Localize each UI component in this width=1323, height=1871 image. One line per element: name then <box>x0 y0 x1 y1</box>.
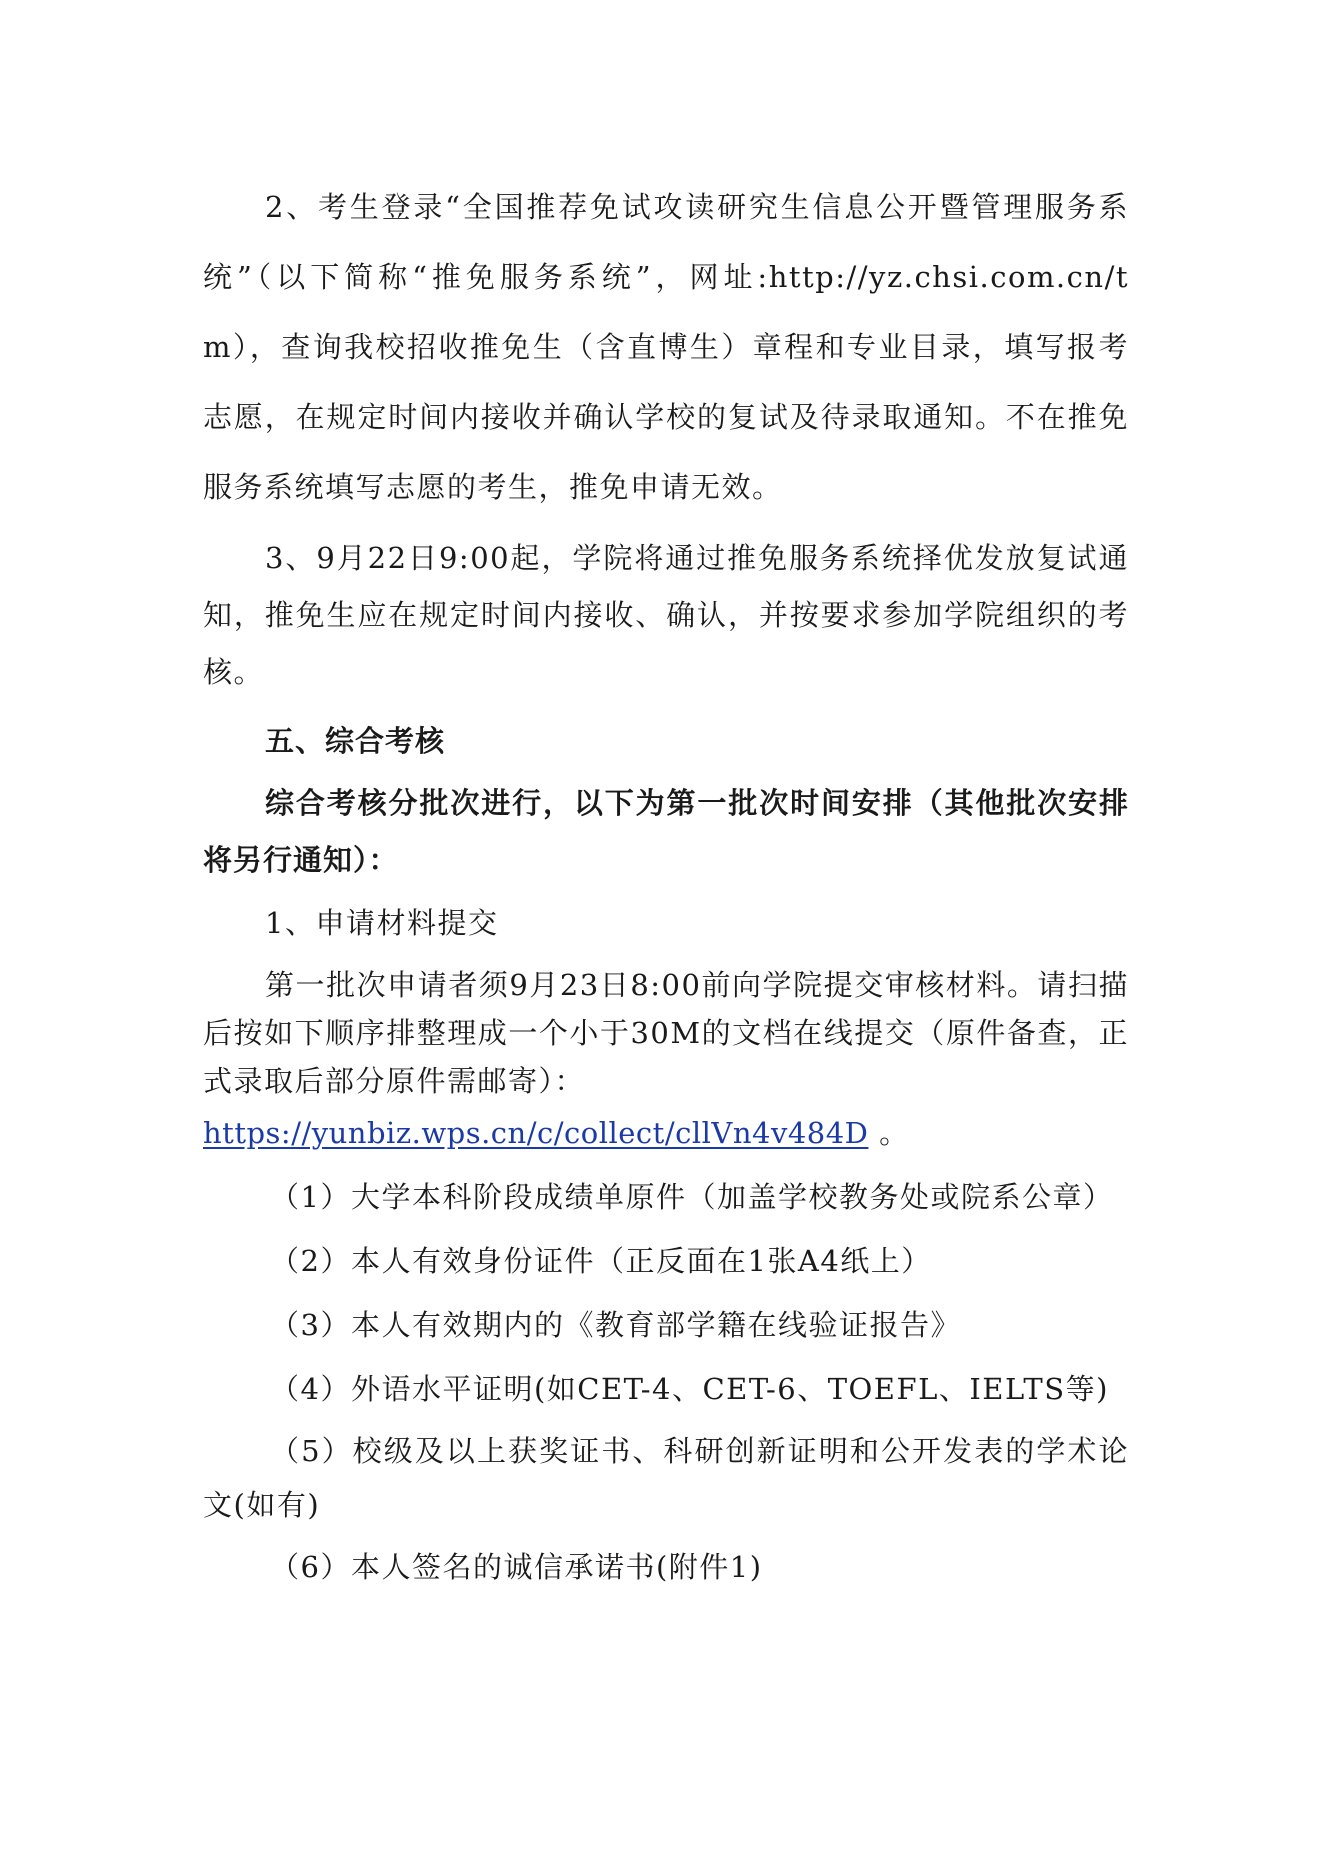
subsection-heading-materials: 1、申请材料提交 <box>265 906 499 940</box>
list-item: （6）本人签名的诚信承诺书(附件1) <box>270 1550 763 1584</box>
submission-link-line <box>203 1105 1129 1162</box>
list-item: （2）本人有效身份证件（正反面在1张A4纸上） <box>270 1244 932 1278</box>
section-intro-batch-schedule: 综合考核分批次进行，以下为第一批次时间安排（其他批次安排将另行通知）： <box>203 786 1129 877</box>
materials-list <box>203 1168 1129 1596</box>
section-heading-comprehensive-assessment: 五、综合考核 <box>265 724 446 758</box>
paragraph-materials-submission: 第一批次申请者须9月23日8:00前向学院提交审核材料。请扫描后按如下顺序排整理成一个小于30M的文档在线提交（原件备查，正式录取后部分原件需邮寄）： <box>203 968 1129 1098</box>
list-item: （5）校级及以上获奖证书、科研创新证明和公开发表的学术论文(如有) <box>203 1434 1129 1522</box>
list-item: （1）大学本科阶段成绩单原件（加盖学校教务处或院系公章） <box>270 1180 1114 1214</box>
paragraph-registration: 2、考生登录“全国推荐免试攻读研究生信息公开暨管理服务系统”（以下简称“推免服务系统”，网址:http://yz.chsi.com.cn/tm），查询我校招收推免生（含直博生）章程和专业目录，填写报考志愿，在规定时间内接收并确认学校的复试及待录取通知。不在推免服务系统填写志愿的考生，推免申请无效。 <box>203 190 1129 504</box>
link-suffix: 。 <box>868 1116 910 1150</box>
list-item: （4）外语水平证明(如CET-4、CET-6、TOEFL、IELTS等) <box>270 1372 1109 1406</box>
submission-link[interactable]: https://yunbiz.wps.cn/c/collect/cllVn4v484D <box>203 1116 869 1150</box>
list-item: （3）本人有效期内的《教育部学籍在线验证报告》 <box>270 1308 961 1342</box>
document-body <box>203 172 1129 1596</box>
paragraph-retest-notice: 3、9月22日9:00起，学院将通过推免服务系统择优发放复试通知，推免生应在规定时间内接收、确认，并按要求参加学院组织的考核。 <box>203 541 1129 689</box>
